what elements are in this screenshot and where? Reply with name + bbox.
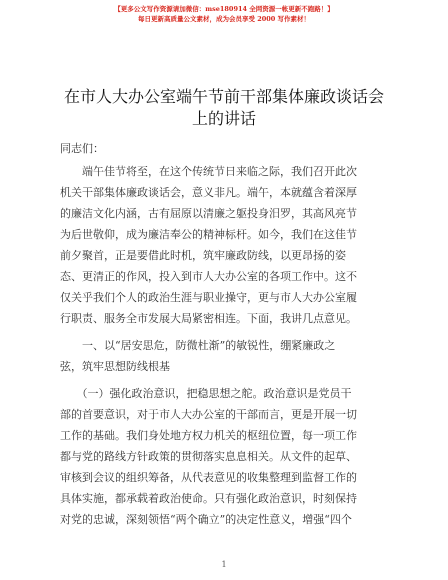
- section-heading-line: 一、以“居安思危，防微杜渐”的敏锐性，绷紧廉政之: [60, 339, 336, 352]
- body-line: （一）强化政治意识，把稳思想之舵。政治意识是党员干: [60, 387, 352, 400]
- body-line: 前夕聚首，正是要借此时机，筑牢廉政防线，以更昂扬的姿: [60, 249, 346, 262]
- body-line: 端午佳节将至，在这个传统节日来临之际，我们召开此次: [60, 165, 357, 178]
- document-title: [40, 86, 408, 130]
- body-line: 的廉洁文化内涵，古有屈原以清廉之躯投身汨罗，其高风亮节: [60, 207, 357, 220]
- body-line: 机关干部集体廉政谈话会，意义非凡。端午，本就蕴含着深厚: [60, 186, 357, 199]
- body-line: 对党的忠诚，深刻领悟“两个确立”的决定性意义，增强“四个: [60, 513, 352, 526]
- salutation: 同志们：: [60, 142, 104, 155]
- promo-banner-line1: 【更多公文写作资源请加微信：mse180914 全网资源一帐更新不跑路！】: [114, 5, 334, 13]
- body-line: 都与党的路线方针政策的贯彻落实息息相关。从文件的起草、: [60, 450, 357, 463]
- body-line: 部的首要意识，对于市人大办公室的干部而言，更是开展一切: [60, 408, 357, 421]
- body-line: 审核到会议的组织筹备，从代表意见的收集整理到监督工作的: [60, 471, 357, 484]
- body-line: 为后世敬仰，成为廉洁奉公的精神标杆。如今，我们在这佳节: [60, 228, 357, 241]
- body-line: 态、更清正的作风，投入到市人大办公室的各项工作中。这不: [60, 270, 357, 283]
- section-heading-line: 弦，筑牢思想防线根基: [60, 360, 170, 373]
- body-line: 仅关乎我们个人的政治生涯与职业操守，更与市人大办公室履: [60, 291, 357, 304]
- document-title-line2: 上的讲话: [191, 109, 256, 128]
- body-line: 行职责、服务全市发展大局紧密相连。下面，我讲几点意见。: [60, 312, 357, 325]
- document-title-line1: 在市人大办公室端午节前干部集体廉政谈话会: [63, 87, 384, 106]
- body-line: 工作的基础。我们身处地方权力机关的枢纽位置，每一项工作: [60, 429, 357, 442]
- body-line: 具体实施，都承载着政治使命。只有强化政治意识，时刻保持: [60, 492, 357, 505]
- page-number: 1: [221, 560, 227, 569]
- promo-banner: [0, 4, 448, 24]
- document-body: [60, 138, 394, 530]
- promo-banner-line2: 每日更新高质量公文素材，成为会员享受 2000 写作素材！: [137, 15, 311, 23]
